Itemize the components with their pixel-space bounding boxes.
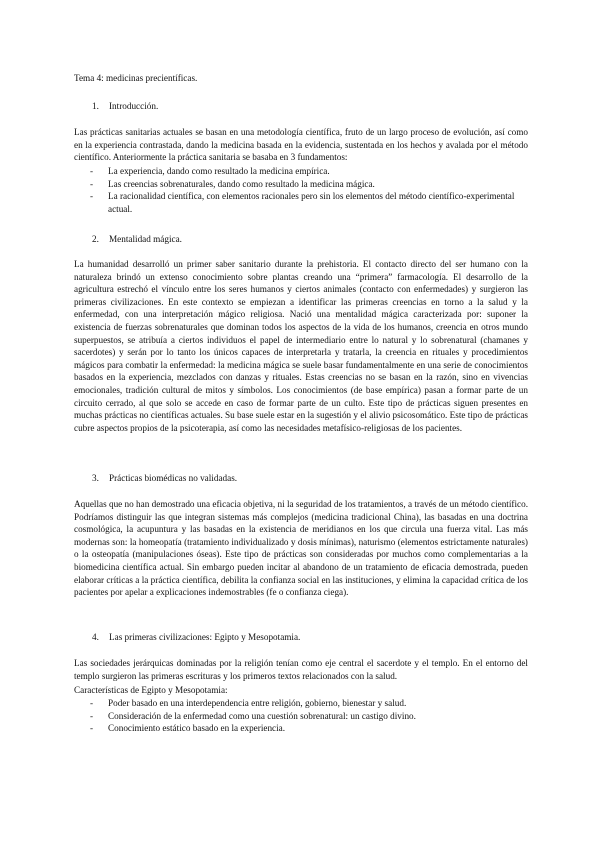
bullet-list-4 bbox=[74, 697, 528, 735]
list-item-text: Consideración de la enfermedad como una cuestión sobrenatural: un castigo divino. bbox=[108, 710, 416, 721]
subheading: Características de Egipto y Mesopotamia: bbox=[74, 685, 228, 695]
section-title: Las primeras civilizaciones: Egipto y Mesopotamia. bbox=[109, 632, 301, 642]
list-item-text: Las creencias sobrenaturales, dando como resultado la medicina mágica. bbox=[108, 178, 375, 189]
list-item bbox=[74, 165, 528, 178]
section-paragraph-3: Aquellas que no han demostrado una eficacia objetiva, ni la seguridad de los tratamientos, a través de un método científico. Podríamos distinguir las que integran sistemas más complejos (medicina tradicional China), las basadas en una doctrina cosmológica, la acupuntura y las basadas en la existencia de meridianos en los que circula una fuerza vital. Las más modernas son: la homeopatía (tratamiento individualizado y dosis mínimas), naturismo (elementos estrictamente naturales) o la osteopatía (manipulaciones óseas). Este tipo de prácticas son consideradas por muchos como complementarias a la biomedicina científica actual. Sin embargo pueden incitar al abandono de un tratamiento de eficacia demostrada, pueden elaborar críticas a la práctica científica, debilita la confianza social en las instituciones, y elimina la capacidad crítica de los pacientes por apelar a explicaciones indemostrables (fe o confianza ciega). bbox=[74, 499, 528, 598]
bullet-marker: - bbox=[90, 698, 94, 708]
list-item bbox=[74, 190, 528, 215]
bullet-marker: - bbox=[90, 710, 94, 721]
section-number: 2. bbox=[92, 234, 99, 244]
section-title: Mentalidad mágica. bbox=[109, 234, 182, 244]
list-item-text: La experiencia, dando como resultado la medicina empírica. bbox=[108, 166, 330, 176]
list-item bbox=[74, 710, 528, 723]
list-item bbox=[74, 178, 528, 191]
section-paragraph-4: Las sociedades jerárquicas dominadas por la religión tenían como eje central el sacerdote y el templo. En el entorno del templo surgieron las primeras escrituras y los primeros textos relacionados con la salud. bbox=[74, 658, 528, 681]
bullet-marker: - bbox=[90, 191, 94, 202]
section-title: Prácticas biomédicas no validadas. bbox=[109, 473, 238, 483]
document-title: Tema 4: medicinas precientíficas. bbox=[74, 73, 198, 83]
section-paragraph-2: La humanidad desarrolló un primer saber sanitario durante la prehistoria. El contacto directo del ser humano con la naturaleza brindó un extenso conocimiento sobre plantas creando una “primera” farmacología. El desarrollo de la agricultura estrechó el vínculo entre los seres humanos y ciertos animales (contacto con enfermedades) y surgieron las primeras civilizaciones. En este contexto se empiezan a identificar las primeras creencias en torno a la salud y la enfermedad, con una interpretación mágico religiosa. Nació una mentalidad mágica caracterizada por: suponer la existencia de fuerzas sobrenaturales que dominan todos los aspectos de la vida de los humanos, creencia en otros mundo superpuestos, se atribuía a ciertos individuos el papel de intermediario entre lo natural y lo sobrenatural (chamanes y sacerdotes) y serán por lo tanto los únicos capaces de interpretarla y tratarla, la creencia en rituales y procedimientos mágicos para combatir la enfermedad: la medicina mágica se suele basar fundamentalmente en una serie de conocimientos basados en la experiencia, mezclados con danzas y rituales. Estas creencias no se basan en la razón, sino en vivencias emocionales, tradición cultural de mitos y símbolos. Los conocimientos (de base empírica) pasan a formar parte de un circuito cerrado, al que solo se accede en caso de formar parte de un culto. Este tipo de prácticas siguen presentes en muchas prácticas no científicas actuales. Su base suele estar en la sugestión y el alivio psicosomático. Este tipo de prácticas cubre aspectos propios de la psicoterapia, así como las necesidades metafísico-religiosas de los pacientes. bbox=[74, 259, 528, 433]
list-item-text: Poder basado en una interdependencia entre religión, gobierno, bienestar y salud. bbox=[108, 698, 407, 708]
bullet-marker: - bbox=[90, 723, 94, 734]
list-item bbox=[74, 722, 528, 735]
section-number: 3. bbox=[92, 473, 99, 483]
section-paragraph-1: Las prácticas sanitarias actuales se basan en una metodología científica, fruto de un largo proceso de evolución, así como en la experiencia contrastada, dando la medicina basada en la evidencia, sustentada en los hechos y avalada por el método científico. Anteriormente la práctica sanitaria se basaba en 3 fundamentos: bbox=[74, 127, 528, 163]
bullet-list-1 bbox=[74, 165, 528, 215]
list-item-text: Conocimiento estático basado en la experiencia. bbox=[108, 723, 286, 734]
list-item-text: La racionalidad científica, con elementos racionales pero sin los elementos del método científico-experimental actual. bbox=[108, 191, 515, 214]
section-heading-1 bbox=[92, 100, 158, 113]
section-heading-3 bbox=[92, 472, 237, 485]
section-number: 4. bbox=[92, 632, 99, 642]
bullet-marker: - bbox=[90, 178, 94, 189]
section-heading-4 bbox=[92, 631, 300, 644]
section-title: Introducción. bbox=[109, 101, 159, 111]
list-item bbox=[74, 697, 528, 710]
section-number: 1. bbox=[92, 101, 99, 111]
bullet-marker: - bbox=[90, 166, 94, 176]
section-heading-2 bbox=[92, 233, 182, 246]
